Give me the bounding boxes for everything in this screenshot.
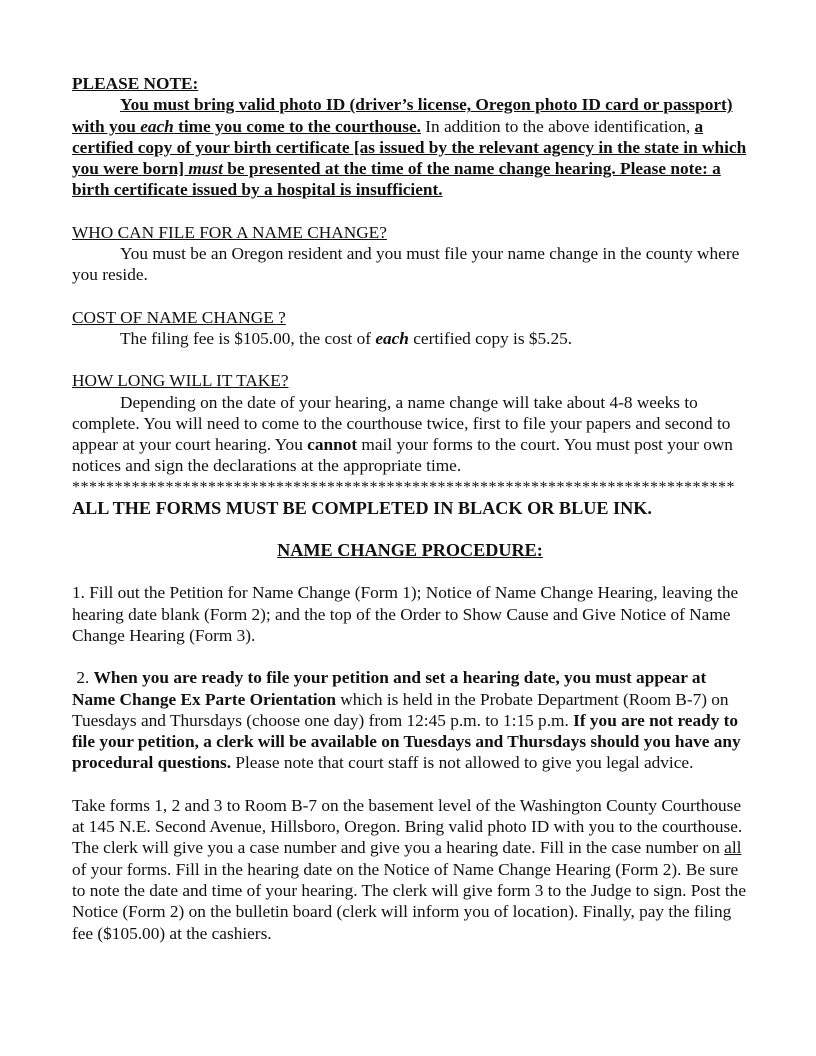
cost-text: The filing fee is $105.00, the cost of each certified copy is $5.25. [120, 328, 573, 348]
procedure-step-1: 1. Fill out the Petition for Name Change (Form 1); Notice of Name Change Hearing, leaving the hearing date blank (Form 2); and the top of the Order to Show Cause and Give Notice of Name Change Hearing (Form 3). [72, 583, 739, 645]
how-long-text: Depending on the date of your hearing, a name change will take about 4-8 weeks to complete. You will need to come to the courthouse twice, first to file your papers and second to appear at your court hearing. You cannot mail your forms to the court. You must post your own notices and sign the declarations at the appropriate time. [72, 392, 733, 476]
birth-certificate-requirement: a certified copy of your birth certificate [as issued by the relevant agency in the state in which you were born] must be presented at the time of the name change hearing. Please note: a birth certificate issued by a hospital is insufficient. [72, 116, 747, 200]
please-note-paragraph: You must bring valid photo ID (driver’s license, Oregon photo ID card or passport) with you each time you come to the courthouse. In addition to the above identification, a certified copy of your birth certificate [as issued by the relevant agency in the state in which you were born] must be presented at the time of the name change hearing. Please note: a birth certificate issued by a hospital is insufficient. [72, 95, 747, 200]
photo-id-requirement: You must bring valid photo ID (driver’s license, Oregon photo ID card or passport) with you each time you come to the courthouse. [72, 95, 733, 136]
document-page [72, 73, 748, 944]
how-long-heading: HOW LONG WILL IT TAKE? [72, 371, 289, 391]
procedure-step-2: 2. When you are ready to file your petition and set a hearing date, you must appear at Name Change Ex Parte Orientation which is held in the Probate Department (Room B-7) on Tuesdays and Thursdays (choose one day) from 12:45 p.m. to 1:15 p.m. If you are not ready to file your petition, a clerk will be available on Tuesdays and Thursdays should you have any procedural questions. Please note that court staff is not allowed to give you legal advice. [72, 668, 741, 773]
take-forms-paragraph: Take forms 1, 2 and 3 to Room B-7 on the basement level of the Washington County Courthouse at 145 N.E. Second Avenue, Hillsboro, Oregon. Bring valid photo ID with you to the courthouse. The clerk will give you a case number and give you a hearing date. Fill in the case number on all of your forms. Fill in the hearing date on the Notice of Name Change Hearing (Form 2). Be sure to note the date and time of your hearing. The clerk will give form 3 to the Judge to sign. Post the Notice (Form 2) on the bulletin board (clerk will inform you of location). Finally, pay the filing fee ($105.00) at the cashiers. [72, 795, 746, 943]
who-can-file-heading: WHO CAN FILE FOR A NAME CHANGE? [72, 222, 387, 242]
ink-notice: ALL THE FORMS MUST BE COMPLETED IN BLACK OR BLUE INK. [72, 497, 652, 518]
who-can-file-text: You must be an Oregon resident and you must file your name change in the county where you reside. [72, 244, 740, 285]
asterisk-separator: ****************************************************************************** [72, 478, 735, 496]
cost-heading: COST OF NAME CHANGE ? [72, 307, 286, 327]
please-note-heading: PLEASE NOTE: [72, 74, 199, 93]
procedure-heading: NAME CHANGE PROCEDURE: [277, 540, 543, 561]
